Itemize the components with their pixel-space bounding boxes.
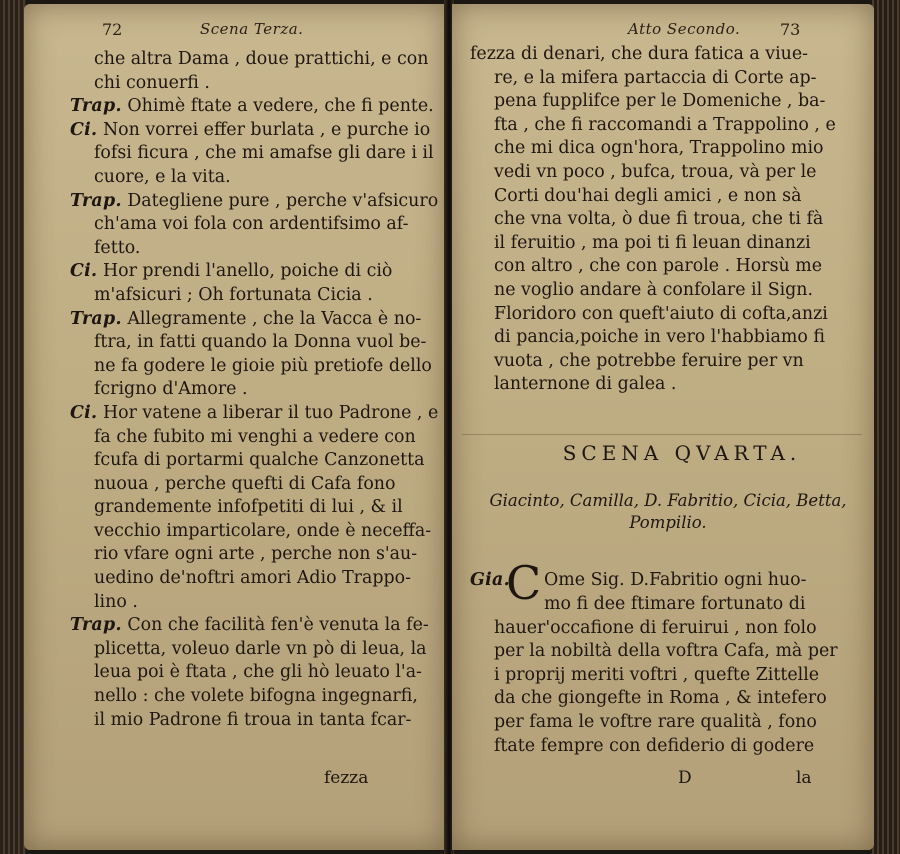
line-text: i proprij meriti voftri , quefte Zittelle: [494, 664, 820, 685]
drop-cap: C: [506, 556, 542, 610]
speaker-label: Ci.: [70, 261, 98, 282]
line-text: chi conuerfi .: [94, 72, 210, 93]
text-line: [70, 638, 442, 662]
right-page-text: [470, 43, 866, 397]
text-line: pena fupplifce per le Domeniche , ba-: [494, 91, 826, 112]
text-line: [70, 119, 442, 143]
left-page-text: [70, 48, 442, 732]
text-line: di pancia,poiche in vero l'habbiamo fi: [494, 327, 825, 348]
text-line: [70, 48, 442, 72]
text-line: [70, 520, 442, 544]
text-line: re, e la mifera partaccia di Corte ap-: [494, 67, 817, 88]
left-page-header: [24, 20, 446, 46]
line-text: da che giongefte in Roma , & intefero: [494, 688, 827, 709]
text-line: [70, 567, 442, 591]
text-line: [70, 473, 442, 497]
left-page-edges: [0, 0, 26, 854]
line-text: fcrigno d'Amore .: [94, 379, 248, 400]
line-text: fa che fubito mi venghi a vedere con: [94, 426, 416, 447]
catchword-left: fezza: [324, 768, 369, 788]
line-text: Allegramente , che la Vacca è no-: [127, 308, 422, 329]
right-page: [452, 4, 874, 850]
line-text: Ome Sig. D.Fabritio ogni huo-: [544, 570, 807, 590]
line-text: Hor prendi l'anello, poiche di ciò: [102, 261, 393, 282]
text-line: [70, 496, 442, 520]
text-line: [70, 284, 442, 308]
text-line: [470, 735, 866, 759]
text-line: [70, 661, 442, 685]
text-line: [470, 664, 866, 688]
text-line: [70, 709, 442, 733]
scene-body-text: [470, 556, 866, 758]
scene-title: SCENA QVARTA.: [562, 441, 802, 465]
text-line: [70, 426, 442, 450]
text-line: ne voglio andare à confolare il Sign.: [494, 279, 814, 300]
text-line: Floridoro con queft'aiuto di cofta,anzi: [494, 303, 828, 324]
line-text: fofsi ficura , che mi amafse gli dare i il: [94, 143, 434, 164]
line-text: mo fi dee ftimare fortunato di: [544, 594, 806, 614]
line-text: Non vorrei effer burlata , e purche io: [102, 119, 431, 140]
text-line: [70, 142, 442, 166]
text-line: [70, 685, 442, 709]
text-line: che mi dica ogn'hora, Trappolino mio: [494, 138, 824, 159]
text-line: fta , che fi raccomandi a Trappolino , e: [494, 114, 836, 135]
cast-line-2: Pompilio.: [629, 513, 707, 532]
line-text: grandemente infofpetiti di lui , & il: [94, 497, 403, 518]
text-line: [470, 687, 866, 711]
line-text: leua poi è ftata , che gli hò leuato l'a-: [94, 662, 422, 683]
cast-line-1: Giacinto, Camilla, D. Fabritio, Cicia, Betta,: [489, 491, 847, 510]
line-text: ne fa godere le gioie più pretiofe dello: [94, 355, 432, 376]
catchword-right: la: [796, 768, 812, 788]
page-number-left: 72: [102, 20, 123, 39]
line-text: m'afsicuri ; Oh fortunata Cicia .: [94, 284, 373, 305]
text-line: [70, 449, 442, 473]
left-page: [24, 4, 446, 850]
text-line: [470, 711, 866, 735]
line-text: Hor vatene a liberar il tuo Padrone , e: [102, 402, 439, 423]
text-line: lanternone di galea .: [494, 374, 677, 395]
line-text: che altra Dama , doue prattichi, e con: [94, 49, 429, 69]
line-text: per fama le voftre rare qualità , fono: [494, 711, 817, 732]
page-number-right: 73: [780, 20, 801, 39]
text-line: [70, 95, 442, 119]
line-text: per la nobiltà della voftra Cafa, mà per: [494, 641, 838, 662]
text-line: [70, 378, 442, 402]
line-text: nello : che volete bifogna ingegnarfi,: [94, 686, 418, 707]
text-line: [70, 591, 442, 615]
text-line: [70, 543, 442, 567]
text-line: [70, 72, 442, 96]
text-line: [70, 331, 442, 355]
line-text: ch'ama voi fola con ardentifsimo af-: [94, 214, 409, 235]
line-text: fcufa di portarmi qualche Canzonetta: [94, 450, 425, 471]
line-text: cuore, e la vita.: [94, 166, 231, 187]
speaker-label: Trap.: [70, 96, 122, 117]
text-line: il feruitio , ma poi ti fi leuan dinanzi: [494, 232, 811, 253]
line-text: nuoua , perche quefti di Cafa fono: [94, 473, 396, 494]
cast-list: [470, 490, 866, 534]
speaker-label: Ci.: [70, 119, 98, 140]
text-line: [70, 213, 442, 237]
text-line: che vna volta, ò due fi troua, che ti fà: [494, 209, 824, 230]
line-text: ftate fempre con defiderio di godere: [494, 735, 815, 756]
line-text: vecchio imparticolare, onde è neceffa-: [94, 520, 432, 541]
speaker-label: Trap.: [70, 190, 122, 211]
speaker-label: Trap.: [70, 615, 122, 636]
line-text: Dategliene pure , perche v'afsicuro: [127, 190, 439, 211]
speaker-label: Ci.: [70, 402, 98, 423]
line-text: Con che facilità fen'è venuta la fe-: [127, 615, 429, 636]
text-line: [70, 614, 442, 638]
text-line: [70, 260, 442, 284]
signature-mark: D: [678, 768, 692, 788]
text-line: [70, 402, 442, 426]
line-text: fetto.: [94, 237, 141, 258]
running-head-left: Scena Terza.: [200, 20, 304, 38]
text-line: con altro , che con parole . Horsù me: [494, 256, 823, 277]
text-line: [70, 308, 442, 332]
text-line: [70, 190, 442, 214]
text-line: [70, 355, 442, 379]
text-line: fezza di denari, che dura fatica a viue-: [470, 44, 809, 64]
line-text: plicetta, voleuo darle vn pò di leua, la: [94, 638, 427, 659]
line-text: uedino de'noftri amori Adio Trappo-: [94, 568, 411, 589]
right-page-edges: [872, 0, 900, 854]
line-text: Ohimè ftate a vedere, che fi pente.: [127, 96, 434, 117]
text-line: [470, 640, 866, 664]
running-head-right: Atto Secondo.: [628, 20, 741, 38]
line-text: hauer'occafione di feruirui , non folo: [494, 617, 817, 638]
line-text: il mio Padrone fi troua in tanta fcar-: [94, 709, 412, 730]
text-line: [70, 166, 442, 190]
text-line: [70, 237, 442, 261]
speaker-label: Trap.: [70, 308, 122, 329]
text-line: vuota , che potrebbe feruire per vn: [494, 350, 804, 371]
text-line: Corti dou'hai degli amici , e non sà: [494, 185, 802, 206]
text-line: [470, 617, 866, 641]
scene-divider: [462, 434, 862, 435]
line-text: lino .: [94, 591, 138, 612]
line-text: rio vfare ogni arte , perche non s'au-: [94, 544, 418, 565]
speaker-label: Gia.: [470, 570, 510, 590]
line-text: ftra, in fatti quando la Donna vuol be-: [94, 332, 427, 353]
text-line: vedi vn poco , bufca, troua, và per le: [494, 161, 817, 182]
